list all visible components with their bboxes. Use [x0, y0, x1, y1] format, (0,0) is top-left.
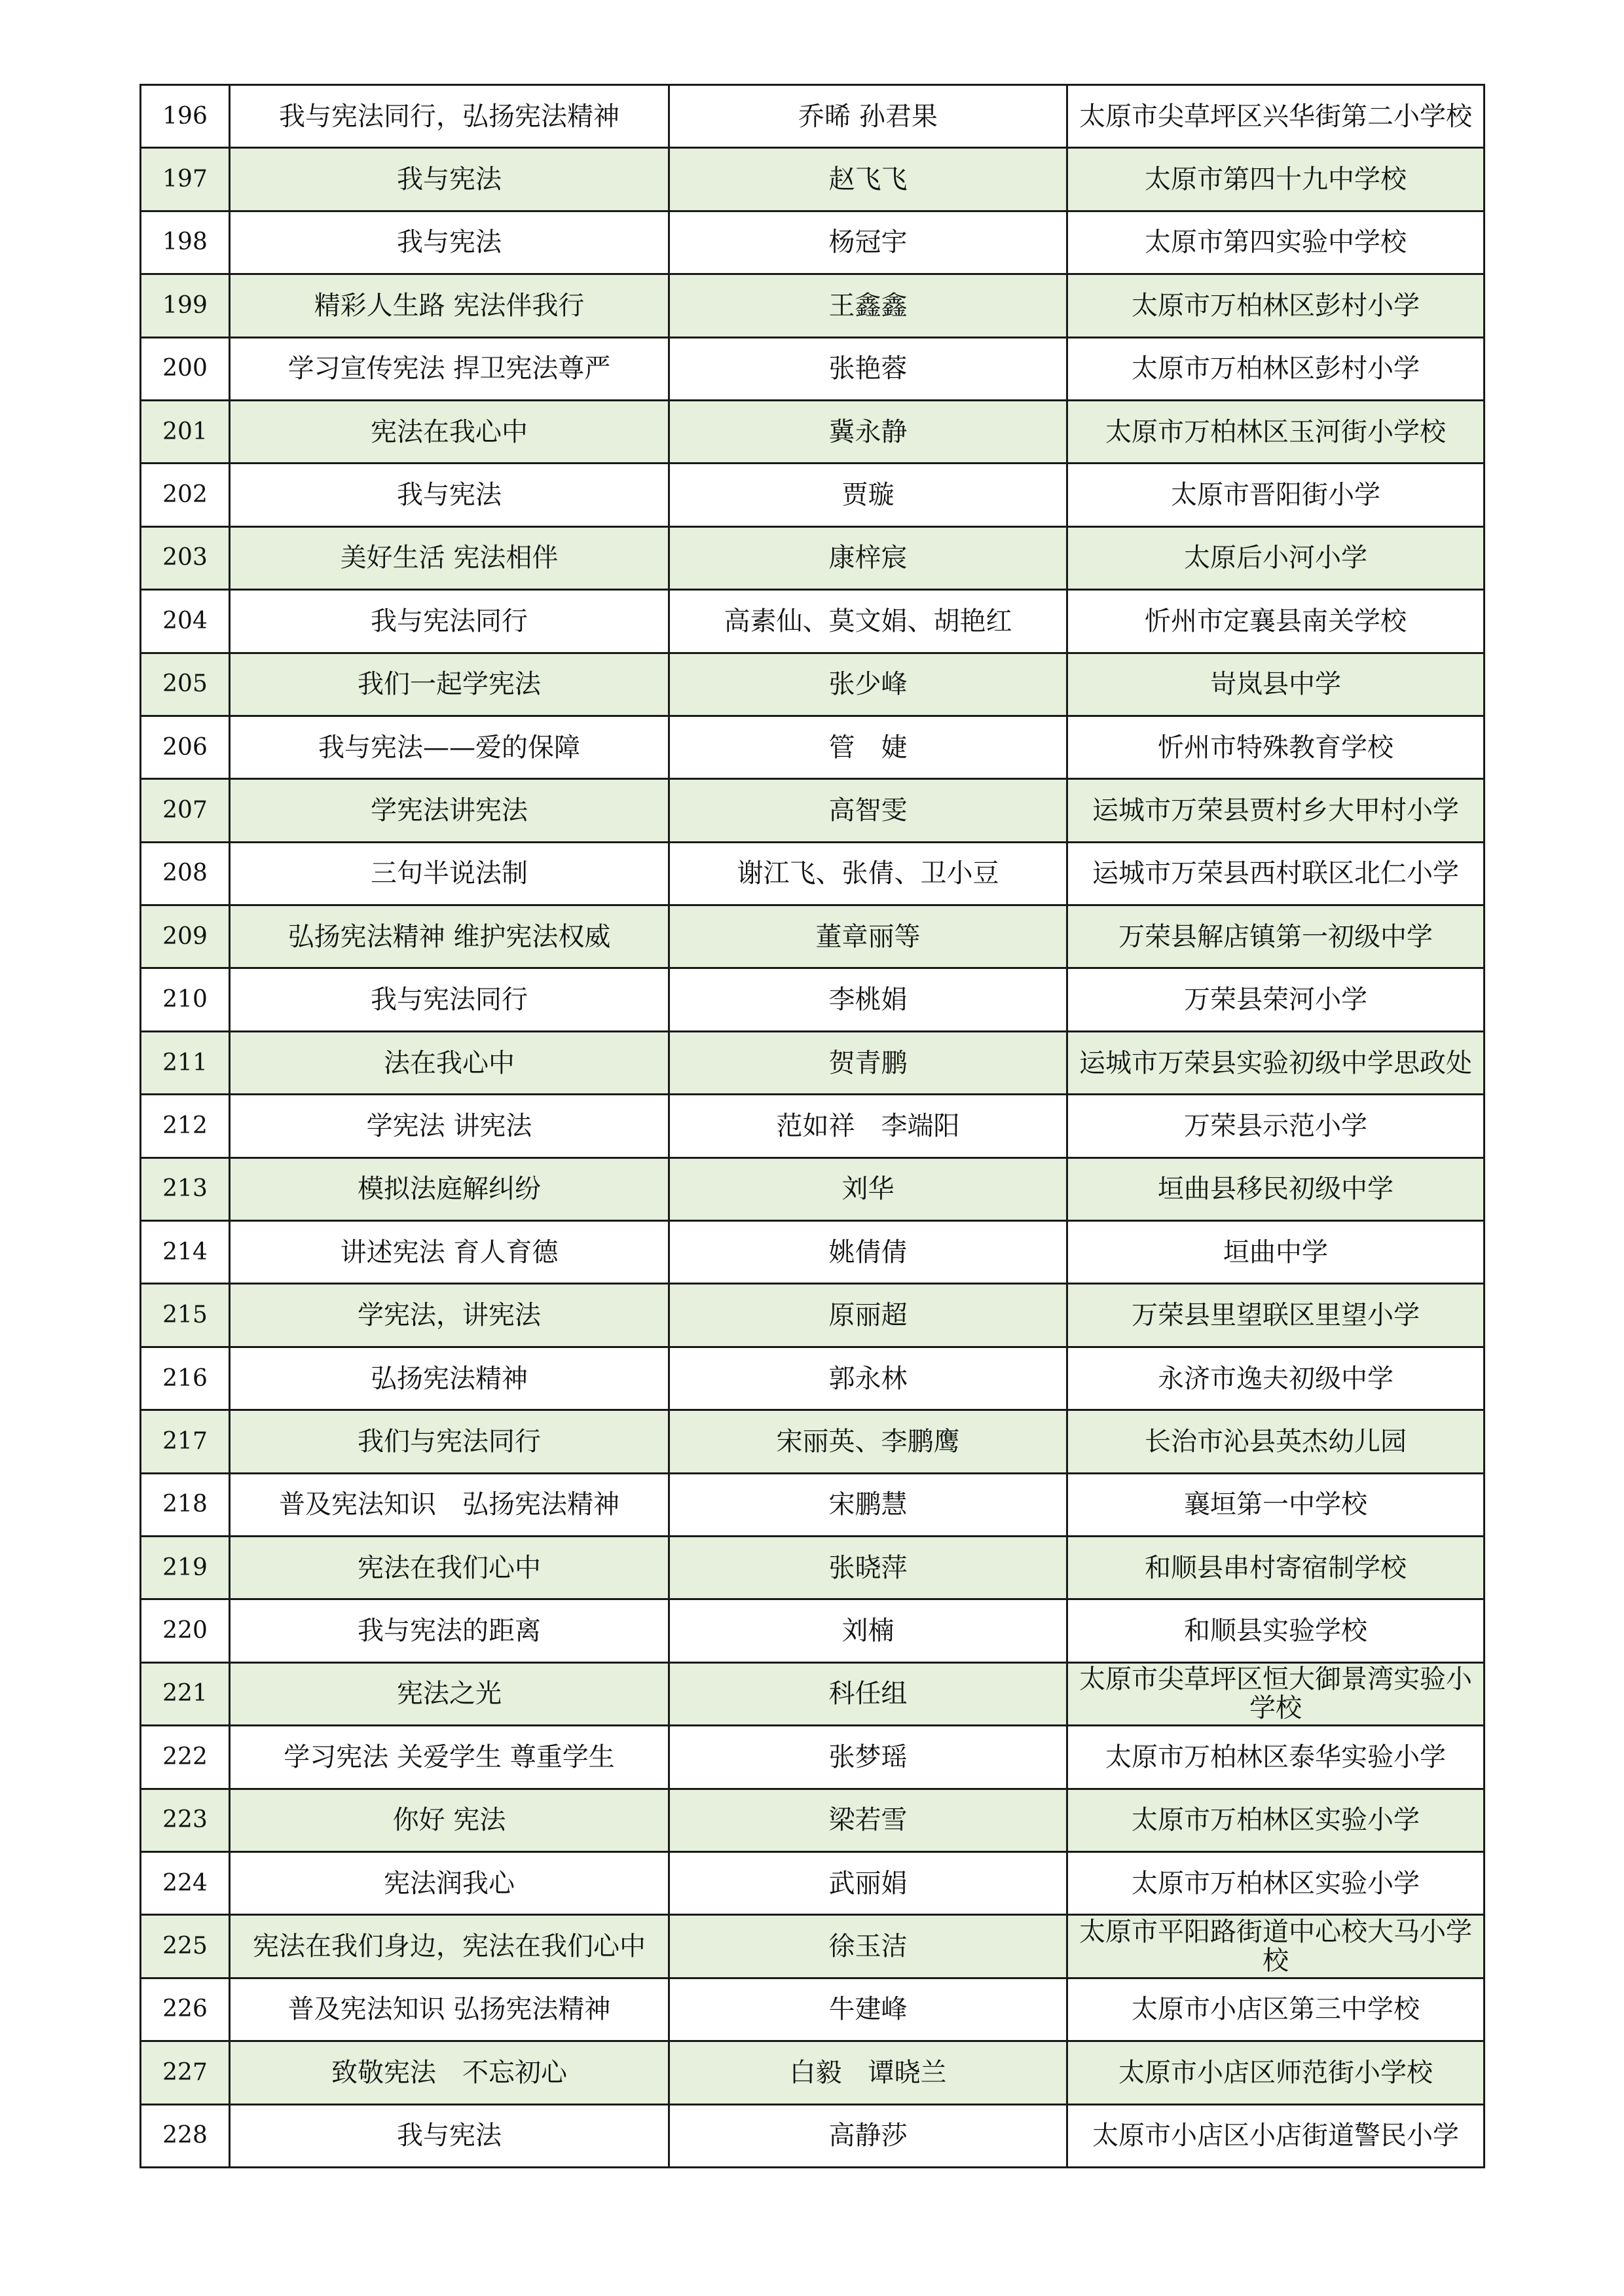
entry-school: 太原市万柏林区实验小学	[1067, 1851, 1485, 1914]
table-row	[141, 590, 1485, 653]
entry-title: 学习宣传宪法 捍卫宪法尊严	[230, 337, 669, 400]
entry-number: 228	[141, 2104, 230, 2167]
entry-number: 214	[141, 1221, 230, 1284]
entry-school: 太原市万柏林区泰华实验小学	[1067, 1726, 1485, 1789]
entry-author: 徐玉洁	[669, 1915, 1067, 1978]
table-row	[141, 1095, 1485, 1157]
entry-author: 张晓萍	[669, 1536, 1067, 1599]
entry-author: 王鑫鑫	[669, 274, 1067, 337]
entry-school: 和顺县实验学校	[1067, 1599, 1485, 1662]
entry-school: 运城市万荣县贾村乡大甲村小学	[1067, 779, 1485, 842]
entry-title: 我与宪法	[230, 211, 669, 274]
entry-school: 太原市晋阳街小学	[1067, 464, 1485, 526]
entry-author: 白毅 谭晓兰	[669, 2041, 1067, 2104]
entry-author: 范如祥 李端阳	[669, 1095, 1067, 1157]
entry-number: 216	[141, 1347, 230, 1410]
entry-author: 赵飞飞	[669, 148, 1067, 211]
entry-school: 长治市沁县英杰幼儿园	[1067, 1410, 1485, 1473]
entry-author: 冀永静	[669, 400, 1067, 463]
entry-number: 206	[141, 716, 230, 778]
entry-school: 万荣县解店镇第一初级中学	[1067, 905, 1485, 968]
table-row	[141, 1347, 1485, 1410]
entry-number: 227	[141, 2041, 230, 2104]
table-row	[141, 148, 1485, 211]
entry-author: 管 婕	[669, 716, 1067, 778]
entry-school: 垣曲中学	[1067, 1221, 1485, 1284]
entry-number: 226	[141, 1978, 230, 2041]
entry-title: 我与宪法——爱的保障	[230, 716, 669, 778]
table-row	[141, 337, 1485, 400]
table-body	[141, 85, 1485, 2168]
entry-school: 太原市小店区师范街小学校	[1067, 2041, 1485, 2104]
entry-title: 宪法润我心	[230, 1851, 669, 1914]
table-row	[141, 400, 1485, 463]
table-row	[141, 2104, 1485, 2167]
table-row	[141, 1221, 1485, 1284]
table-row	[141, 1851, 1485, 1914]
entry-school: 太原市万柏林区实验小学	[1067, 1789, 1485, 1851]
entry-number: 218	[141, 1473, 230, 1536]
entry-number: 207	[141, 779, 230, 842]
entry-number: 205	[141, 653, 230, 716]
entry-author: 贺青鹏	[669, 1031, 1067, 1094]
entry-author: 李桃娟	[669, 968, 1067, 1031]
entry-number: 209	[141, 905, 230, 968]
entry-title: 我与宪法	[230, 148, 669, 211]
table-row	[141, 2041, 1485, 2104]
entry-author: 刘华	[669, 1157, 1067, 1220]
entry-title: 我与宪法的距离	[230, 1599, 669, 1662]
entry-title: 普及宪法知识 弘扬宪法精神	[230, 1978, 669, 2041]
table-row	[141, 1473, 1485, 1536]
entry-school: 襄垣第一中学校	[1067, 1473, 1485, 1536]
entry-school: 太原市第四十九中学校	[1067, 148, 1485, 211]
entry-title: 学习宪法 关爱学生 尊重学生	[230, 1726, 669, 1789]
entry-title: 宪法之光	[230, 1662, 669, 1725]
entry-school: 太原市尖草坪区兴华街第二小学校	[1067, 85, 1485, 148]
table-row	[141, 1915, 1485, 1978]
entry-author: 武丽娟	[669, 1851, 1067, 1914]
table-row	[141, 211, 1485, 274]
entry-number: 202	[141, 464, 230, 526]
entry-number: 204	[141, 590, 230, 653]
entry-number: 211	[141, 1031, 230, 1094]
table-row	[141, 968, 1485, 1031]
entry-number: 198	[141, 211, 230, 274]
table-row	[141, 1789, 1485, 1851]
entry-title: 我与宪法同行	[230, 590, 669, 653]
entry-title: 美好生活 宪法相伴	[230, 526, 669, 589]
entry-author: 张少峰	[669, 653, 1067, 716]
entry-number: 219	[141, 1536, 230, 1599]
entry-school: 太原市小店区小店街道警民小学	[1067, 2104, 1485, 2167]
award-list-table	[139, 84, 1485, 2168]
entry-school: 太原市万柏林区彭村小学	[1067, 337, 1485, 400]
entry-author: 谢江飞、张倩、卫小豆	[669, 842, 1067, 905]
table-row	[141, 526, 1485, 589]
entry-author: 张艳蓉	[669, 337, 1067, 400]
table-row	[141, 1726, 1485, 1789]
entry-author: 乔晞 孙君果	[669, 85, 1067, 148]
entry-number: 217	[141, 1410, 230, 1473]
entry-number: 200	[141, 337, 230, 400]
entry-title: 法在我心中	[230, 1031, 669, 1094]
entry-school: 太原市万柏林区彭村小学	[1067, 274, 1485, 337]
entry-number: 208	[141, 842, 230, 905]
entry-number: 221	[141, 1662, 230, 1725]
entry-title: 我与宪法	[230, 2104, 669, 2167]
entry-title: 我们与宪法同行	[230, 1410, 669, 1473]
table-row	[141, 1662, 1485, 1725]
entry-title: 模拟法庭解纠纷	[230, 1157, 669, 1220]
entry-title: 我与宪法同行	[230, 968, 669, 1031]
entry-author: 高智雯	[669, 779, 1067, 842]
entry-school: 太原市平阳路街道中心校大马小学校	[1067, 1915, 1485, 1978]
entry-school: 和顺县串村寄宿制学校	[1067, 1536, 1485, 1599]
entry-school: 太原市万柏林区玉河街小学校	[1067, 400, 1485, 463]
entry-title: 我们一起学宪法	[230, 653, 669, 716]
entry-number: 215	[141, 1284, 230, 1347]
entry-number: 196	[141, 85, 230, 148]
entry-author: 高静莎	[669, 2104, 1067, 2167]
entry-author: 刘楠	[669, 1599, 1067, 1662]
entry-school: 忻州市特殊教育学校	[1067, 716, 1485, 778]
entry-author: 高素仙、莫文娟、胡艳红	[669, 590, 1067, 653]
table-row	[141, 85, 1485, 148]
table-row	[141, 905, 1485, 968]
entry-author: 董章丽等	[669, 905, 1067, 968]
table-row	[141, 1410, 1485, 1473]
entry-school: 万荣县示范小学	[1067, 1095, 1485, 1157]
table-row	[141, 464, 1485, 526]
entry-number: 224	[141, 1851, 230, 1914]
entry-author: 姚倩倩	[669, 1221, 1067, 1284]
entry-number: 199	[141, 274, 230, 337]
entry-title: 讲述宪法 育人育德	[230, 1221, 669, 1284]
entry-number: 210	[141, 968, 230, 1031]
entry-title: 弘扬宪法精神 维护宪法权威	[230, 905, 669, 968]
entry-title: 我与宪法	[230, 464, 669, 526]
entry-school: 太原市尖草坪区恒大御景湾实验小学校	[1067, 1662, 1485, 1725]
entry-school: 岢岚县中学	[1067, 653, 1485, 716]
entry-school: 运城市万荣县西村联区北仁小学	[1067, 842, 1485, 905]
entry-author: 梁若雪	[669, 1789, 1067, 1851]
entry-school: 太原后小河小学	[1067, 526, 1485, 589]
table-row	[141, 1157, 1485, 1220]
table-row	[141, 1599, 1485, 1662]
entry-school: 忻州市定襄县南关学校	[1067, 590, 1485, 653]
entry-number: 201	[141, 400, 230, 463]
entry-title: 弘扬宪法精神	[230, 1347, 669, 1410]
entry-author: 宋丽英、李鹏鹰	[669, 1410, 1067, 1473]
entry-school: 太原市小店区第三中学校	[1067, 1978, 1485, 2041]
table-row	[141, 779, 1485, 842]
entry-author: 科任组	[669, 1662, 1067, 1725]
entry-number: 212	[141, 1095, 230, 1157]
entry-author: 郭永林	[669, 1347, 1067, 1410]
table-row	[141, 842, 1485, 905]
document-page	[139, 84, 1483, 2168]
entry-number: 203	[141, 526, 230, 589]
entry-school: 运城市万荣县实验初级中学思政处	[1067, 1031, 1485, 1094]
entry-title: 我与宪法同行，弘扬宪法精神	[230, 85, 669, 148]
entry-title: 你好 宪法	[230, 1789, 669, 1851]
entry-title: 学宪法讲宪法	[230, 779, 669, 842]
entry-title: 普及宪法知识 弘扬宪法精神	[230, 1473, 669, 1536]
entry-number: 213	[141, 1157, 230, 1220]
entry-school: 万荣县荣河小学	[1067, 968, 1485, 1031]
table-row	[141, 1978, 1485, 2041]
entry-author: 杨冠宇	[669, 211, 1067, 274]
table-row	[141, 653, 1485, 716]
table-row	[141, 274, 1485, 337]
entry-number: 225	[141, 1915, 230, 1978]
table-row	[141, 1536, 1485, 1599]
entry-author: 牛建峰	[669, 1978, 1067, 2041]
entry-title: 三句半说法制	[230, 842, 669, 905]
table-row	[141, 1031, 1485, 1094]
entry-number: 220	[141, 1599, 230, 1662]
entry-school: 万荣县里望联区里望小学	[1067, 1284, 1485, 1347]
entry-number: 222	[141, 1726, 230, 1789]
entry-title: 致敬宪法 不忘初心	[230, 2041, 669, 2104]
entry-title: 学宪法 讲宪法	[230, 1095, 669, 1157]
entry-title: 宪法在我心中	[230, 400, 669, 463]
entry-number: 223	[141, 1789, 230, 1851]
entry-author: 张梦瑶	[669, 1726, 1067, 1789]
entry-author: 贾璇	[669, 464, 1067, 526]
table-row	[141, 1284, 1485, 1347]
entry-author: 康梓宸	[669, 526, 1067, 589]
entry-author: 宋鹏慧	[669, 1473, 1067, 1536]
entry-school: 垣曲县移民初级中学	[1067, 1157, 1485, 1220]
entry-school: 太原市第四实验中学校	[1067, 211, 1485, 274]
entry-title: 学宪法，讲宪法	[230, 1284, 669, 1347]
entry-school: 永济市逸夫初级中学	[1067, 1347, 1485, 1410]
table-row	[141, 716, 1485, 778]
entry-title: 宪法在我们心中	[230, 1536, 669, 1599]
entry-author: 原丽超	[669, 1284, 1067, 1347]
entry-title: 宪法在我们身边，宪法在我们心中	[230, 1915, 669, 1978]
entry-title: 精彩人生路 宪法伴我行	[230, 274, 669, 337]
entry-number: 197	[141, 148, 230, 211]
